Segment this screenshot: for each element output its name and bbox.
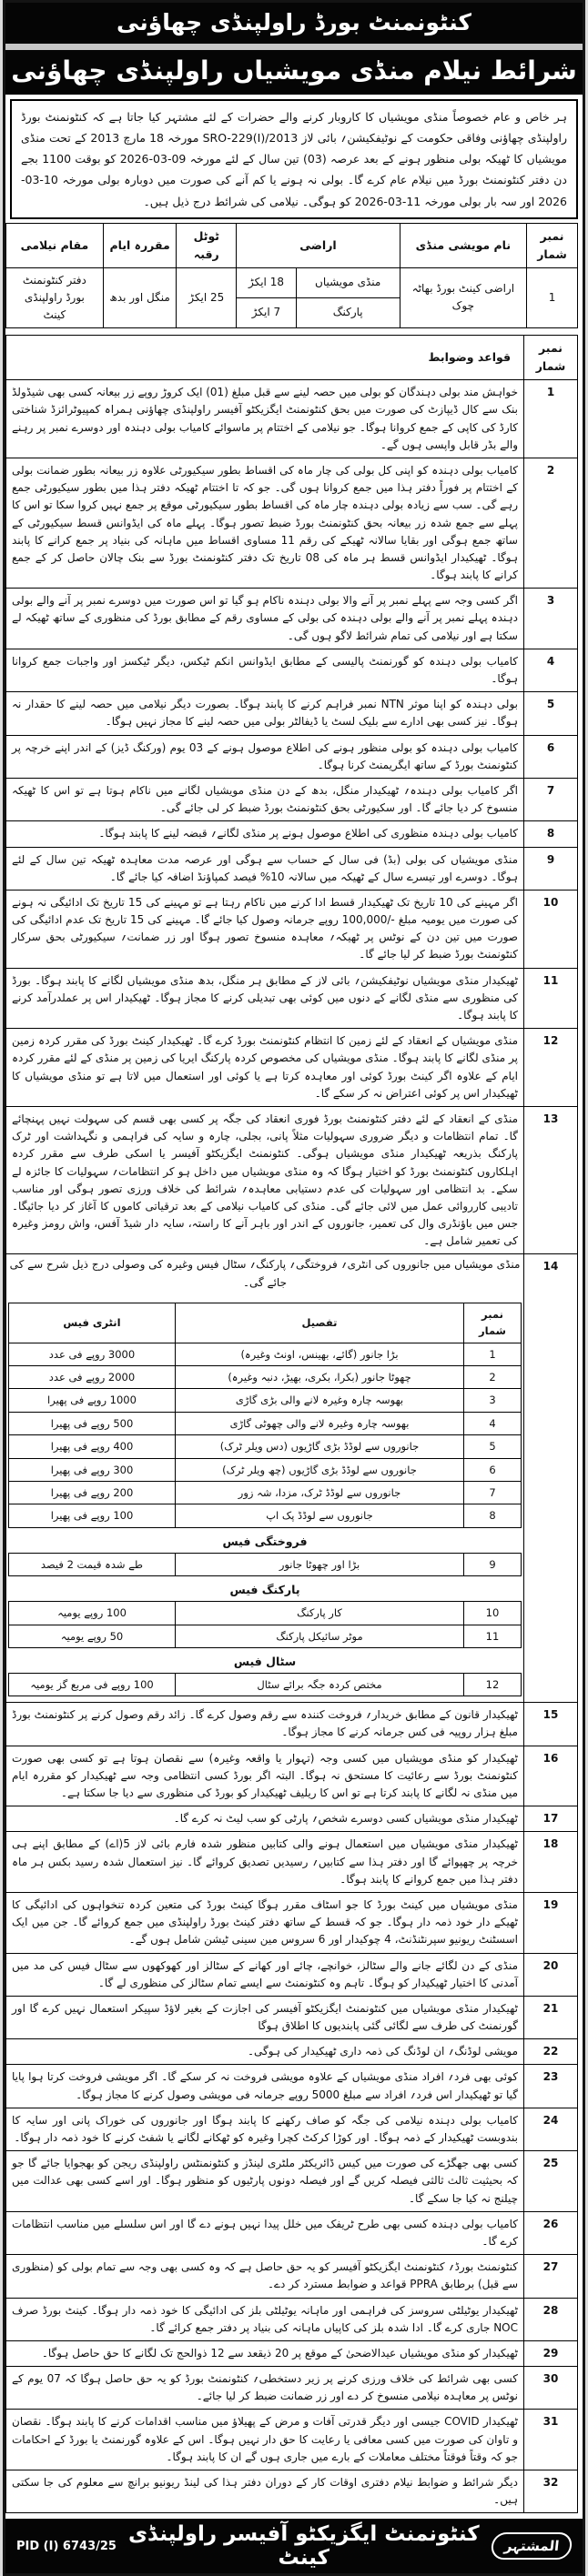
- rule-text: منڈی مویشیاں کی بولی (بڈ) فی سال کے حساب سے ہوگی اور عرصہ مدت معاہدہ ٹھیکہ تین سال کے لئے ہوگا۔ دوسرے اور تیسرے سال کے ٹھیکہ میں سالانہ 10% فیصد کمپاؤنڈ اضافہ کیا جائے گا۔: [6, 847, 524, 890]
- col-total-area: ٹوٹل رقبہ: [177, 223, 237, 267]
- fee-row: [9, 1602, 522, 1625]
- rule-text: کامیاب بولی دہندہ نیلامی کی جگہ کو صاف رکھنے کا پابند ہوگا اور جانوروں کی خوراک پانی اور سایہ کا بندوبست ٹھیکیدار کے ذمہ ہوگا۔ اور کوڑا کرکٹ کچرا وغیرہ کو ٹھکانے لگانے یا شفٹ کرنے کا خود ذمہ دار ہوگا۔: [6, 2108, 524, 2150]
- rule-row: [6, 735, 578, 778]
- land-label-2: پارکنگ: [296, 297, 400, 327]
- notice-title-bar: [5, 50, 583, 95]
- fee-row-detail: بڑا اور چھوٹا جانور: [176, 1553, 464, 1575]
- rule-number: 10: [524, 890, 578, 968]
- rule-number: 12: [524, 1029, 578, 1107]
- rule-text: ٹھیکیدار کو منڈی مویشیاں عیدالاضحیٰ کے موقع پر 20 ذیقعد سے 12 ذوالحج تک لگانے کا حق حاصل ہوگا۔: [6, 2340, 524, 2366]
- rule-text: کسی بھی شرائط کی خلاف ورزی کرنے پر زیر دستخطی؍ کنٹونمنٹ بورڈ کو یہ حق حاصل ہوگا کہ 07 یوم کے نوٹس پر معاہدہ نیلامی منسوخ کر دے اور زر ضمانت ضبط کر لیا جائے۔: [6, 2367, 524, 2410]
- rule-row: [6, 1892, 578, 1953]
- org-title: کنٹونمنٹ بورڈ راولپنڈی چھاؤنی: [117, 9, 471, 35]
- rule-row: [6, 968, 578, 1029]
- rule-text: ٹھیکیدار کو منڈی مویشیاں میں کسی وجہ (تہوار یا واقعہ وغیرہ) سے نقصان ہوتا ہے تو کسی بھی صورت کنٹونمنٹ بورڈ سے رعائیت کا مستحق نہ ہوگا۔ البتہ اگر بورڈ کسی انتظامی وجہ سے ٹھیکیدار کو مقررہ ایام میں منڈی نہ لگانے کا پابند کرتا ہے تو اس کا ریلیف ٹھیکیدار کو بورڈ کی منظوری سے دیا جا سکتا ہے۔: [6, 1746, 524, 1806]
- rule-number: 20: [524, 1953, 578, 1996]
- rules-header-row: [6, 336, 578, 380]
- rule-row: [6, 2410, 578, 2470]
- fee-row-amount: 1000 روپے فی پھیرا: [9, 1389, 176, 1412]
- fee-row-number: 9: [464, 1553, 522, 1575]
- rules-body-before: [6, 380, 578, 1254]
- rules-table: [5, 335, 578, 2513]
- fee-schedule-intro: منڈی مویشیاں میں جانوروں کی انٹری؍ فروختگی؍ پارکنگ؍ سٹال فیس وغیرہ کی وصولی درج ذیل شرح سے کی جائے گی۔: [9, 1258, 521, 1289]
- col-serial: نمبر شمار: [527, 223, 578, 267]
- issuing-officer-title: کنٹونمنٹ ایگزیکٹو آفیسر راولپنڈی کینٹ: [127, 2522, 480, 2571]
- rule-number: 24: [524, 2108, 578, 2150]
- rule-row: [6, 1746, 578, 1806]
- fee-row-amount: 100 روپے فی مربع گز یومیہ: [9, 1673, 176, 1696]
- rules-body-after: [6, 1703, 578, 2513]
- rule-row: [6, 2255, 578, 2298]
- rule-number: 25: [524, 2151, 578, 2212]
- fee-row-number: 11: [464, 1625, 522, 1647]
- rule-row: [6, 1832, 578, 1893]
- market-total-area: 25 ایکڑ: [177, 267, 237, 328]
- footer-bar: [5, 2519, 583, 2573]
- rule-row: [6, 1806, 578, 1832]
- rule-text: کامیاب بولی دہندہ کسی بھی طرح ٹریفک میں خلل پیدا نہیں ہونے دے گا اور اس سلسلے میں مناسب انتظامات کرے گا۔: [6, 2211, 524, 2254]
- rule-row: [6, 2065, 578, 2108]
- fee-row-detail: مختص کردہ جگہ برائے سٹال: [176, 1673, 464, 1696]
- market-days: منگل اور بدھ: [103, 267, 177, 328]
- fee-row: [9, 1673, 522, 1696]
- fee-row-number: 10: [464, 1602, 522, 1625]
- rule-row: [6, 649, 578, 691]
- rule-number: 32: [524, 2470, 578, 2513]
- rule-text: اگر مہینے کی 10 تاریخ تک ٹھیکیدار قسط ادا کرنے میں ناکام رہتا ہے تو مہینے کی 15 تاریخ تک ادائیگی نہ ہونے کی صورت میں یومیہ مبلغ ‎100,000/-‎ روپے جرمانہ وصول کیا جائے گا۔ مہینے کی 15 تاریخ تک عدم ادائیگی کی صورت میں تین دن کے نوٹس پر ٹھیکہ؍ معاہدہ منسوخ تصور ہوگا اور زر ضمانت؍ سیکیورٹی بحق سرکار کنٹونمنٹ بورڈ ضبط کر لیا جائے گا۔: [6, 890, 524, 968]
- rule-row: [6, 890, 578, 968]
- rule-text: اگر کسی وجہ سے پہلے نمبر پر آنے والا بولی دہندہ ناکام ہو گیا تو اس صورت میں دوسرے نمبر پر آنے والے بولی دہندہ پہلے نمبر پر آنے والے بولی دہندہ کی بولی کے مساوی رقم کے مطابق بورڈ کی منظوری کے ساتھ ٹھیکہ لے سکتا ہے اور نیلامی کی تمام شرائط لاگو ہوں گی۔: [6, 589, 524, 649]
- fee-row-number: 6: [464, 1458, 522, 1481]
- rule-number: 15: [524, 1703, 578, 1746]
- fee-row-number: 3: [464, 1389, 522, 1412]
- rule-text: کامیاب بولی دہندہ منظوری کی اطلاع موصول ہونے پر منڈی لگانے؍ قبضہ لینے کا پابند ہوگا۔: [6, 821, 524, 847]
- intro-paragraph: ہر خاص و عام خصوصاً منڈی مویشیاں کا کاروبار کرنے والے حضرات کے لئے مشتہر کیا جاتا ہے کہ کنٹونمنٹ بورڈ راولپنڈی چھاؤنی وفاقی حکومت کے نوٹیفکیشن؍ بائی لاز SRO-229(I)/2013 مورخہ 18 مارچ 2013 کے تحت منڈی مویشیاں کا ٹھیکہ بولی منظور ہونے کے بعد عرصہ (03) تین سال کے لئے مورخہ 09-03-2026 کو بوقت 1100 بجے دن دفتر کنٹونمنٹ بورڈ میں نیلام عام کرے گا۔ بولی نہ ہونے یا کم آنے کی صورت میں دوبارہ بولی مورخہ 10-03-2026 اور سہ بار بولی مورخہ 11-03-2026 کو ہوگی۔ نیلامی کی شرائط درج ذیل ہیں۔: [10, 99, 578, 219]
- fee-section-row: [9, 1576, 522, 1602]
- fee-row-number: 4: [464, 1412, 522, 1434]
- fee-row: [9, 1625, 522, 1647]
- fee-row: [9, 1458, 522, 1481]
- fee-row-detail: جانوروں سے لوڈڈ بڑی گاڑیوں (چھ ویلر ٹرک): [176, 1458, 464, 1481]
- rule-text: ٹھیکیدار منڈی مویشیاں نوٹیفکیشن؍ بائی لاز کے مطابق ہر منگل، بدھ منڈی مویشیاں لگانے کا پابند ہوگا۔ بورڈ کی منظوری سے منڈی لگانے کے دنوں میں کوئی بھی تبدیلی کرنے کا مجاز ہوگا۔ ٹھیکیدار اس پر عملدرآمد کرنے کا پابند ہوگا۔: [6, 968, 524, 1029]
- rule-number: 28: [524, 2298, 578, 2340]
- rule-number: 1: [524, 380, 578, 458]
- rule-text: ٹھیکیدار منڈی مویشیاں کسی دوسرے شخص؍ پارٹی کو سب لیٹ نہ کرے گا۔: [6, 1806, 524, 1832]
- market-venue: دفتر کنٹونمنٹ بورڈ راولپنڈی کینٹ: [6, 267, 104, 328]
- fee-col-detail: تفصیل: [176, 1303, 464, 1343]
- rule-row: [6, 1029, 578, 1107]
- col-fixed-days: مقررہ ایام: [103, 223, 177, 267]
- rule-number: 27: [524, 2255, 578, 2298]
- rule-row: [6, 2108, 578, 2150]
- fee-row-amount: 200 روپے فی پھیرا: [9, 1481, 176, 1504]
- market-name: اراضی کینٹ بورڈ بھاٹہ چوک: [400, 267, 526, 328]
- fee-row-number: 5: [464, 1435, 522, 1458]
- rule-number: 22: [524, 2039, 578, 2065]
- land-area-1: 18 ایکڑ: [237, 267, 296, 297]
- rule-text: ٹھیکیدار منڈی مویشیاں میں کنٹونمنٹ ایگزیکٹو آفیسر کی اجازت کے بغیر لاؤڈ سپیکر استعمال نہیں کرے گا اور گورنمنٹ کی طرف سے لگائی گئی پابندیوں کا اطلاق ہوگا: [6, 1996, 524, 2038]
- rule-number: 14: [524, 1254, 578, 1703]
- rule-number: 9: [524, 847, 578, 890]
- rule-number: 29: [524, 2340, 578, 2366]
- fee-row-number: 8: [464, 1504, 522, 1527]
- fee-row-amount: 400 روپے فی پھیرا: [9, 1435, 176, 1458]
- rule-number: 8: [524, 821, 578, 847]
- advertiser-stamp: المشتہر: [490, 2532, 573, 2560]
- fee-row: [9, 1365, 522, 1388]
- rule-text: ٹھیکیدار یوٹیلٹی سروسز کی فراہمی اور ماہانہ یوٹیلٹی بلز کی ادائیگی کا خود ذمہ دار ہوگا۔ کینٹ بورڈ صرف NOC جاری کرے گا۔ ادا شدہ بلز کی کاپیاں ماہانہ کی بنیاد پر دفتر جمع کرائے گا۔: [6, 2298, 524, 2340]
- land-label-1: منڈی مویشیاں: [296, 267, 400, 297]
- rule-row: [6, 692, 578, 735]
- rule-row: [6, 2151, 578, 2212]
- rule-text: بولی دہندہ کو اپنا موثر NTN نمبر فراہم کرنے کا پابند ہوگا۔ بصورت دیگر نیلامی میں حصہ لینے کا حقدار نہ ہوگا۔ نیز کسی بھی ادارے سے بلیک لسٹ یا ڈیفالٹر بولی میں حصہ لینے کا مجاز نہیں ہوگا۔: [6, 692, 524, 735]
- fee-row-number: 7: [464, 1481, 522, 1504]
- rule-row: [6, 2211, 578, 2254]
- fee-row: [9, 1343, 522, 1365]
- fee-col-fee: انٹری فیس: [9, 1303, 176, 1343]
- rule-number: 2: [524, 458, 578, 588]
- col-auction-venue: مقام نیلامی: [6, 223, 104, 267]
- fee-section-row: [9, 1527, 522, 1553]
- rule-text: کامیاب بولی دہندہ کو بولی منظور ہونے کی اطلاع موصول ہونے کے 03 یوم (ورکنگ ڈیز) کے اندر اپنے خرچہ پر کنٹونمنٹ بورڈ کے ساتھ ایگریمنٹ کرنا ہوگا۔: [6, 735, 524, 778]
- rule-number: 5: [524, 692, 578, 735]
- fee-col-serial: نمبر شمار: [464, 1303, 522, 1343]
- col-land: اراضی: [237, 223, 400, 267]
- market-info-table: [5, 223, 578, 329]
- rule-text: کوئی بھی فرد؍ افراد منڈی مویشیاں کے علاوہ مویشی فروخت نہ کر سکے گا۔ اگر مویشی فروخت کرتا ہوا پایا گیا تو ٹھیکیدار اس فرد؍ افراد سے مبلغ 5000 روپے جرمانہ فی مویشی وصول کرنے کا مجاز ہوگا۔: [6, 2065, 524, 2108]
- fee-row: [9, 1481, 522, 1504]
- fee-rows: [9, 1343, 522, 1696]
- auction-notice-page: [3, 0, 585, 2576]
- rule-row: [6, 1703, 578, 1746]
- rule-row: [6, 589, 578, 649]
- fee-row-number: 2: [464, 1365, 522, 1388]
- fee-row-detail: جانوروں سے لوڈڈ بڑی گاڑیوں (دس ویلر ٹرک): [176, 1435, 464, 1458]
- divider-strip: [5, 44, 583, 50]
- rules-col-title: قواعد وضوابط: [6, 336, 524, 380]
- rule-text: منڈی کے انعقاد کے لئے دفتر کنٹونمنٹ بورڈ فوری انعقاد کی جگہ پر کسی بھی قسم کی سہولت نہیں پہنچائے گا۔ تمام انتظامات و دیگر ضروری سہولیات مثلاً پانی، بجلی، چارہ و سایہ کی فراہمی و نگہداشت اور ٹرک پارکنگ بذریعہ ٹھیکیدار منڈی مویشیاں ہوگی۔ کنٹونمنٹ ایگزیکٹو آفیسر یا اسکی طرف سے مقرر کردہ اہلکاروں کنٹونمنٹ بورڈ کو اختیار ہوگا کہ وہ منڈی مویشیاں میں داخل ہو کر انتظامات؍ سہولیات کا جائزہ لے سکے۔ بد انتظامی اور سہولیات کی عدم دستیابی معاہدہ؍ شرائط کی خلاف ورزی تصور ہوگی اور مناسب تادیبی کارروائی عمل میں لائی جائے گی۔ منڈی کی کامیاب نیلامی کے بعد ترقیاتی کاموں کا آغاز کر دیا جائیگا۔ جس میں باؤنڈری وال کی تعمیر، جانوروں کے اندر اور باہر آنے کا راستہ، سایہ دار شیڈ آفس، واش رومز وغیرہ کی تعمیر شامل ہے۔: [6, 1106, 524, 1254]
- fee-row-detail: موٹر سائیکل پارکنگ: [176, 1625, 464, 1647]
- rule-text: کسی بھی جھگڑے کی صورت میں کیس ڈائریکٹر ملٹری لینڈز و کنٹونمنٹس راولپنڈی ریجن کو بھجوایا جائے گا جو کہ بحیثیت ثالث ثالثی فیصلہ کریں گے اور فیصلہ دونوں پارٹیوں کو منظور ہوگا۔ اور اسے کسی بھی عدالت میں چیلنج نہ کیا جا سکے گا۔: [6, 2151, 524, 2212]
- fee-row-detail: جانوروں سے لوڈڈ ٹرک، مزدا، شہ زور: [176, 1481, 464, 1504]
- market-header-row: [6, 223, 578, 267]
- rule-text: کامیاب بولی دہندہ کو گورنمنٹ پالیسی کے مطابق ایڈوانس انکم ٹیکس، دیگر ٹیکسز اور واجبات جمع کروانا ہوگا۔: [6, 649, 524, 691]
- col-market-name: نام مویشی منڈی: [400, 223, 526, 267]
- fee-row-amount: 3000 روپے فی عدد: [9, 1343, 176, 1365]
- rule-number: 21: [524, 1996, 578, 2038]
- rule-number: 26: [524, 2211, 578, 2254]
- fee-section-label: سٹال فیس: [233, 1654, 297, 1668]
- fee-row-detail: جانوروں سے لوڈڈ پک اپ: [176, 1504, 464, 1527]
- fee-row: [9, 1504, 522, 1527]
- fee-row-amount: 500 روپے فی پھیرا: [9, 1412, 176, 1434]
- fee-row-amount: 100 روپے یومیہ: [9, 1602, 176, 1625]
- rule-row: [6, 2039, 578, 2065]
- fee-row-amount: 50 روپے یومیہ: [9, 1625, 176, 1647]
- fee-row-amount: 300 روپے فی پھیرا: [9, 1458, 176, 1481]
- market-serial: 1: [527, 267, 578, 328]
- rule-number: 30: [524, 2367, 578, 2410]
- rule-text: ٹھیکیدار COVID جیسی اور دیگر قدرتی آفات و مرض کے پھیلاؤ میں مناسب اقدامات کرنے کا پابند ہوگا۔ نقصان و تاوان کی صورت میں کسی معافی یا رعایت کا حق دار نہیں ہوگا۔ اس کے علاوہ گورنمنٹ یا بورڈ کے احکامات جو کہ وقتاً فوقتاً مختلف معاملات کے بارے میں جاری ہوں گے ان کا پابند ہوگا۔: [6, 2410, 524, 2470]
- fee-row: [9, 1412, 522, 1434]
- rule-number: 16: [524, 1746, 578, 1806]
- rule-row: [6, 2298, 578, 2340]
- rule-row: [6, 2367, 578, 2410]
- rule-text: خواہش مند بولی دہندگان کو بولی میں حصہ لینے سے قبل مبلغ (01) ایک کروڑ روپے زر بیعانہ کسی بھی شیڈولڈ بنک سے کال ڈیپازٹ کی صورت میں بحق کنٹونمنٹ ایگزیکٹو آفیسر راولپنڈی چھاؤنی ہمراہ کمپیوٹرائزڈ شناختی کارڈ کی کاپی کے جمع کروانا ہوگا۔ جو نیلامی کے اختتام پر ماسوائے کامیاب بولی دہندہ اور دوسرے نمبر پر رہنے والے بڈر قابل واپسی ہوں گے۔: [6, 380, 524, 458]
- fee-row-amount: 100 روپے فی پھیرا: [9, 1504, 176, 1527]
- market-row: [6, 267, 578, 297]
- fee-row: [9, 1435, 522, 1458]
- fee-section-label: فروختگی فیس: [222, 1534, 308, 1548]
- rule-row: [6, 778, 578, 820]
- rule-text: دیگر شرائط و ضوابط نیلام دفتری اوقات کار کے دوران دفتر ہذا کی لینڈ ریونیو برانچ سے معلوم کی جا سکتی ہیں۔: [6, 2470, 524, 2513]
- rule-number: 17: [524, 1806, 578, 1832]
- rule-number: 23: [524, 2065, 578, 2108]
- land-area-2: 7 ایکڑ: [237, 297, 296, 327]
- rule-number: 6: [524, 735, 578, 778]
- rule-text: اگر کامیاب بولی دہندہ؍ ٹھیکیدار منگل، بدھ کے دن منڈی مویشیاں لگانے میں ناکام ہوتا ہے تو اس کا ٹھیکہ منسوخ کر دیا جائے گا۔ اور سکیورٹی بحق کنٹونمنٹ بورڈ ضبط کر لی جائے گی۔: [6, 778, 524, 820]
- pid-number: PID (I) 6743/25: [16, 2539, 117, 2553]
- fee-section-row: [9, 1647, 522, 1673]
- fee-row-number: 1: [464, 1343, 522, 1365]
- rules-col-serial: نمبر شمار: [524, 336, 578, 380]
- rule-text: منڈی کے دن لگائے جانے والے سٹالز، خوانچے، چائے اور کھانے کے سٹالز اور کھوکھوں سے سٹال فیس کی مد میں آمدنی کا اختیار ٹھیکیدار کو ہوگا۔ تاہم وہ کنٹونمنٹ سے ایسے تمام سٹالز کی منظوری لے گا۔: [6, 1953, 524, 1996]
- rule-14-cell: [6, 1254, 524, 1703]
- rule-number: 3: [524, 589, 578, 649]
- rule-number: 7: [524, 778, 578, 820]
- rule-text: منڈی مویشیاں کے انعقاد کے لئے زمین کا انتظام کنٹونمنٹ بورڈ کرے گا۔ ٹھیکیدار کینٹ بورڈ کی مقرر کردہ زمین پر منڈی لگانے کا پابند ہوگا۔ منڈی مویشیاں کی مخصوص کردہ پارکنگ ایریا کی زمین پر منڈی کے لئے مقرر کردہ ایام کے علاوہ اگر کینٹ بورڈ کوئی اور معاہدہ کرتا ہے یا کوئی اور استعمال میں لاتا ہے تو منڈی مویشیاں کا ٹھیکیدار اس پر کوئی اعتراض نہ کر سکے گا۔: [6, 1029, 524, 1107]
- rule-row: [6, 1953, 578, 1996]
- notice-title: شرائط نیلام منڈی مویشیاں راولپنڈی چھاؤنی: [11, 55, 577, 86]
- fee-row-amount: 2000 روپے فی عدد: [9, 1365, 176, 1388]
- rule-row: [6, 821, 578, 847]
- rule-number: 19: [524, 1892, 578, 1953]
- fee-row: [9, 1553, 522, 1575]
- fee-section-label: پارکنگ فیس: [229, 1583, 300, 1597]
- fee-row-detail: بھوسہ چارہ وغیرہ لانے والی بڑی گاڑی: [176, 1389, 464, 1412]
- org-title-bar: [5, 3, 583, 44]
- rule-row: [6, 1996, 578, 2038]
- fee-row-amount: طے شدہ قیمت 2 فیصد: [9, 1553, 176, 1575]
- rule-row: [6, 2340, 578, 2366]
- fee-row-detail: بھوسہ چارہ وغیرہ لانے والی چھوٹی گاڑی: [176, 1412, 464, 1434]
- rule-row: [6, 380, 578, 458]
- fee-row-number: 12: [464, 1673, 522, 1696]
- fee-row-detail: کار پارکنگ: [176, 1602, 464, 1625]
- fee-row-detail: بڑا جانور (گائے، بھینس، اونٹ وغیرہ): [176, 1343, 464, 1365]
- rule-number: 4: [524, 649, 578, 691]
- rule-number: 13: [524, 1106, 578, 1254]
- fee-row: [9, 1389, 522, 1412]
- rule-row-14: [6, 1254, 578, 1703]
- rule-number: 18: [524, 1832, 578, 1893]
- rule-row: [6, 847, 578, 890]
- rule-row: [6, 458, 578, 588]
- fee-header-row: [9, 1303, 522, 1343]
- rule-number: 11: [524, 968, 578, 1029]
- rule-text: مویشی لوڈنگ؍ ان لوڈنگ کی ذمہ داری ٹھیکیدار کی ہوگی۔: [6, 2039, 524, 2065]
- rule-row: [6, 1106, 578, 1254]
- rule-row: [6, 2470, 578, 2513]
- rule-text: منڈی مویشیاں میں کینٹ بورڈ کا جو اسٹاف مقرر ہوگا کینٹ بورڈ کی متعین کردہ تنخواہوں کی ادائیگی کا ٹھیکے دار خود ذمہ دار ہوگا۔ جو کہ قسط کے ساتھ دفتر کینٹ بورڈ راولپنڈی میں جمع کروائے گا۔ جن میں ایک اسسٹنٹ ریونیو سپرنٹنڈنٹ، 4 چوکیدار اور 6 سروس مین سینی ٹیشن شامل ہوں گے۔: [6, 1892, 524, 1953]
- rule-text: ٹھیکیدار منڈی مویشیاں میں استعمال ہونے والی کتابیں منظور شدہ فارم بائی لاز 5(اے) کے مطابق اپنے ہی خرچہ پر چھپوائے گا اور دفتر ہذا سے کتابیں؍ رسیدیں تصدیق کروائے گا۔ نیز استعمال شدہ رسید بکس ہر ماہ دفتر ہذا میں جمع کروانے کا پابند ہوگا۔: [6, 1832, 524, 1893]
- fee-table: [8, 1303, 522, 1696]
- fee-row-detail: چھوٹا جانور (بکرا، بکری، بھیڑ، دنبہ وغیرہ): [176, 1365, 464, 1388]
- rule-text: کنٹونمنٹ بورڈ؍ کنٹونمنٹ ایگزیکٹو آفیسر کو یہ حق حاصل ہے کہ وہ کسی بھی وجہ سے تمام بولی کو (منظوری سے قبل) برطابق PPRA قواعد و ضوابط مسترد کر دے۔: [6, 2255, 524, 2298]
- rule-text: ٹھیکیدار قانون کے مطابق خریدار؍ فروخت کنندہ سے رقم وصول کرے گا۔ زائد رقم وصول کرنے پر کنٹونمنٹ بورڈ مبلغ ہزار روپیہ فی کس جرمانہ کرنے کا مجاز ہوگا۔: [6, 1703, 524, 1746]
- rule-text: کامیاب بولی دہندہ کو اپنی کل بولی کی چار ماہ کی اقساط بطور سیکیورٹی علاوہ زر بیعانہ بطور ضمانت بولی کے اختتام پر فوراً دفتر ہذا میں جمع کروانا ہوں گی۔ جو کہ تا اختتام ٹھیکہ دفتر ہذا میں بطور سیکیورٹی جمع رہے گی۔ سب سے زیادہ بولی دہندہ چار ماہ کی اقساط بطور سیکیورٹی موقع پر جمع نہیں کروا سکا تو اس کا پہلے سے جمع شدہ زر بیعانہ بحق کنٹونمنٹ بورڈ ضبط تصور ہوگا۔ پہلے ماہ کی ایڈوانس قسط سیکیورٹی کے ساتھ جمع ہوگی اور بقایا سالانہ ٹھیکے کی رقم 11 مساوی اقساط میں ماہانہ کی بنیاد پر جمع کرانے کا پابند ہوگا۔ ٹھیکیدار ایڈوانس قسط ہر ماہ کی 08 تاریخ تک دفتر کنٹونمنٹ بورڈ سے بنک چالان حاصل کر کے جمع کرانے کا پابند ہوگا۔: [6, 458, 524, 588]
- rule-number: 31: [524, 2410, 578, 2470]
